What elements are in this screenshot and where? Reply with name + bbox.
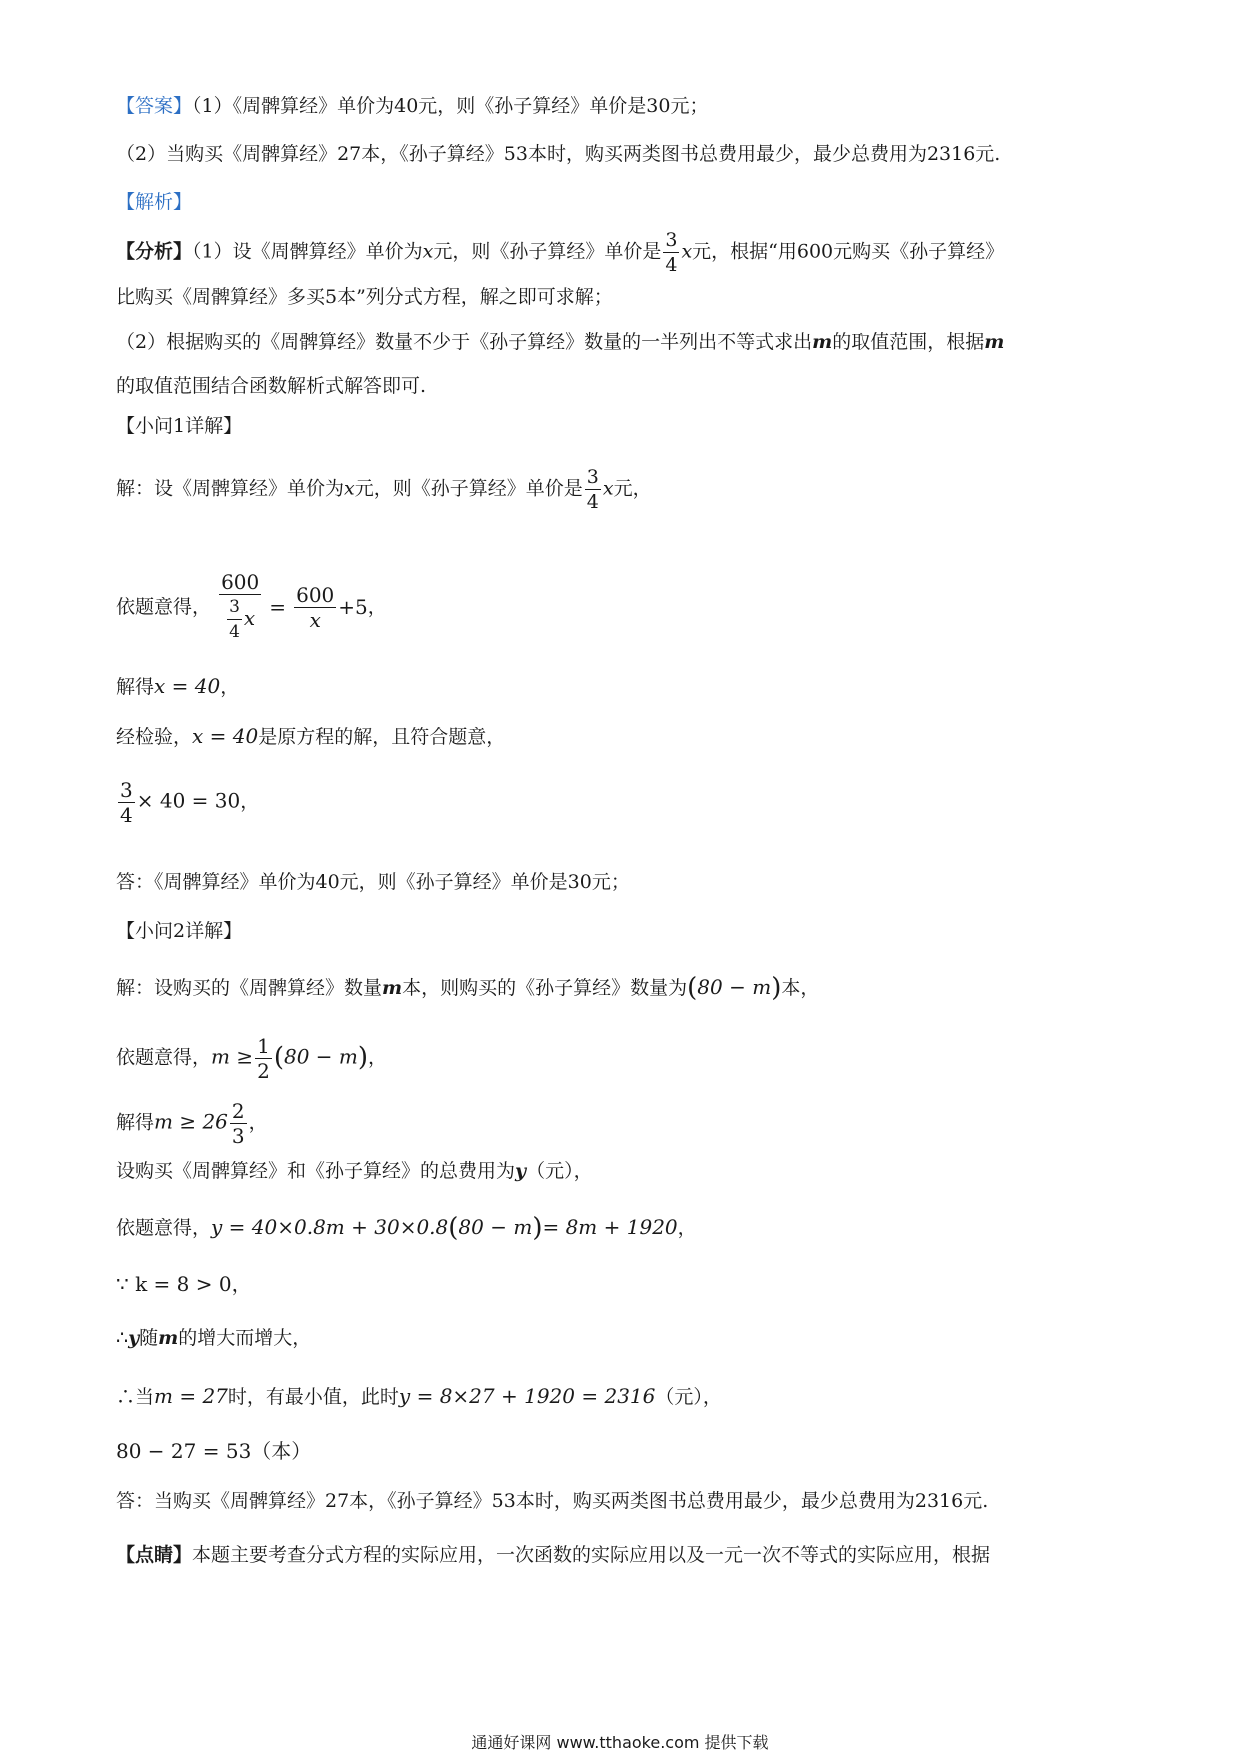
var-m: m [382, 977, 403, 999]
check-equation: x = 40 [192, 724, 259, 748]
k-statement: ∵ k = 8 > 0， [116, 1272, 252, 1296]
fraction-numerator: 1 [257, 1034, 270, 1058]
lhs-numerator: 600 [221, 570, 260, 594]
analysis-heading [116, 188, 192, 216]
var-m: m [812, 331, 833, 353]
q1-answer-text: 答：《周髀算经》单价为40元，则《孙子算经》单价是30元； [116, 871, 630, 893]
inc-text-b: 随 [139, 1327, 159, 1349]
q2-text-b: 本，则购买的《孙子算经》数量为 [402, 977, 688, 999]
paren-close: ) [532, 1213, 543, 1243]
q1-check [116, 722, 505, 751]
fraction-3-4 [663, 228, 679, 277]
fraction-numerator: 3 [586, 466, 599, 488]
comma: ， [220, 676, 240, 698]
min-y-value: y = 8×27 + 1920 = 2316 [398, 1384, 656, 1408]
q1-step-1 [116, 465, 652, 514]
q2-text-a: 解：设购买的《周髀算经》数量 [116, 977, 383, 999]
answer-text-2: （2）当购买《周髀算经》27本，《孙子算经》53本时，购买两类图书总费用最少，最少总费用为2316元. [116, 143, 1001, 165]
q2-set-y [116, 1157, 593, 1185]
fraction-denominator: 2 [257, 1059, 270, 1083]
fenxi-text-2b: 的取值范围，根据 [832, 331, 985, 353]
paren-open: ( [273, 1042, 284, 1073]
check-label: 经检验， [116, 726, 193, 748]
yiti-label: 依题意得， [116, 1046, 212, 1069]
analysis-tag: 【解析】 [116, 191, 193, 213]
inc-text-c: 的增大而增大， [178, 1327, 312, 1349]
equals-sign: = [269, 595, 287, 619]
fraction-3-4 [118, 778, 135, 827]
q2-minimum [116, 1382, 722, 1411]
fraction-2-3 [230, 1099, 247, 1148]
fraction-numerator: 3 [120, 778, 133, 802]
rhs-denominator: x [309, 607, 321, 632]
rhs-numerator: 600 [296, 582, 335, 607]
comma: ， [367, 596, 387, 618]
yiti-label: 依题意得， [116, 1217, 212, 1239]
yiti-label: 依题意得， [116, 596, 212, 618]
fenxi-line-4 [116, 372, 426, 400]
q1-calc [116, 778, 259, 827]
fraction-3-4 [585, 465, 601, 514]
q2-tag: 【小问2详解】 [116, 920, 243, 942]
q1-heading [116, 412, 242, 440]
min-text-a: ∴当 [116, 1386, 155, 1408]
fraction-numerator: 2 [231, 1099, 245, 1123]
set-text: 设购买《周髀算经》和《孙子算经》的总费用为 [116, 1160, 516, 1182]
q1-solve [116, 672, 239, 701]
comma: ， [677, 1217, 697, 1239]
paren-open: ( [448, 1213, 459, 1243]
min-unit: （元）， [655, 1386, 722, 1408]
dianjing-text: 本题主要考查分式方程的实际应用，一次函数的实际应用以及一元一次不等式的实际应用，根据 [192, 1544, 991, 1566]
func-lhs: y = 40×0.8m + 30×0.8 [211, 1215, 449, 1239]
var-x: x [422, 240, 434, 263]
q1-lhs-fraction [219, 570, 261, 644]
solve-lhs: m ≥ 26 [154, 1109, 228, 1134]
var-x: x [602, 477, 614, 500]
q1-text-a: 解：设《周髀算经》单价为 [116, 477, 345, 500]
q2-answer [116, 1487, 988, 1515]
var-y: y [128, 1327, 140, 1349]
fraction-denominator: 4 [229, 622, 240, 642]
fenxi-tag: 【分析】 [116, 240, 193, 263]
solve-label: 解得 [116, 676, 155, 698]
expr-80-m: 80 − m [697, 975, 772, 999]
q1-equation-line [116, 566, 387, 646]
q2-text-c: 本， [781, 977, 820, 999]
answer-line-1 [116, 92, 708, 120]
calc-expression: × 40 = 30 [136, 788, 241, 813]
q2-step-1 [116, 973, 819, 1002]
min-text-c: 时，有最小值，此时 [227, 1386, 399, 1408]
q2-inequality [116, 1034, 387, 1083]
q1-tag: 【小问1详解】 [116, 415, 243, 437]
expr-80-m: 80 − m [284, 1044, 358, 1069]
fenxi-text-1d: 比购买《周髀算经》多买5本”列分式方程，解之即可求解； [116, 286, 613, 308]
comma: ， [240, 790, 260, 813]
fenxi-text-1b: 元，则《孙子算经》单价是 [433, 240, 662, 263]
fenxi-text-2c: 的取值范围结合函数解析式解答即可. [116, 375, 427, 397]
fraction-denominator: 4 [665, 254, 678, 276]
check-text: 是原方程的解，且符合题意， [258, 726, 506, 748]
paren-close: ) [357, 1042, 369, 1073]
set-unit: （元）， [526, 1160, 593, 1182]
var-x: x [344, 477, 355, 500]
fraction-numerator: 3 [665, 229, 678, 251]
footer-source: 通通好课网 www.tthaoke.com 提供下载 [471, 1733, 769, 1752]
var-x: x [681, 240, 693, 263]
solve-label: 解得 [116, 1111, 155, 1134]
comma: ， [368, 1046, 388, 1069]
min-m-value: m = 27 [154, 1384, 228, 1408]
fraction-denominator: 4 [586, 491, 599, 513]
var-y: y [515, 1160, 527, 1182]
var-m: m [984, 331, 1005, 353]
fenxi-line-3 [116, 328, 1004, 356]
fraction-denominator: 4 [120, 803, 133, 827]
therefore-symbol: ∴ [116, 1327, 129, 1349]
answer-text-1: （1）《周髀算经》单价为40元，则《孙子算经》单价是30元； [192, 95, 709, 117]
comma: ， [248, 1111, 268, 1134]
fenxi-line-1 [116, 228, 1004, 277]
q1-answer [116, 868, 630, 896]
fraction-3-4 [227, 595, 242, 644]
q2-function [116, 1213, 697, 1242]
fraction-denominator: 3 [231, 1124, 245, 1148]
q1-text-c: 元， [613, 477, 652, 500]
q2-k-positive [116, 1270, 252, 1299]
q2-heading [116, 917, 242, 945]
fenxi-text-2a: （2）根据购买的《周髀算经》数量不少于《孙子算经》数量的一半列出不等式求出 [116, 331, 813, 353]
answer-line-2 [116, 140, 1000, 168]
answer-tag: 【答案】 [116, 95, 193, 117]
func-rhs: = 8m + 1920 [542, 1215, 678, 1239]
fenxi-text-1c: 元，根据“用600元购买《孙子算经》 [692, 240, 1005, 263]
q2-increasing [116, 1324, 311, 1352]
fenxi-line-2 [116, 283, 613, 311]
fenxi-text-1a: （1）设《周髀算经》单价为 [192, 240, 423, 263]
ineq-lhs: m ≥ [211, 1044, 254, 1069]
q1-rhs-fraction [294, 583, 336, 632]
expr-80-m: 80 − m [458, 1215, 533, 1239]
plus-five: +5 [338, 595, 368, 619]
dianjing-tag: 【点睛】 [116, 1544, 193, 1566]
lhs-denominator [219, 595, 261, 644]
subtract-expression: 80 − 27 = 53（本） [116, 1439, 312, 1463]
fraction-1-2 [255, 1034, 272, 1083]
q2-solve [116, 1099, 268, 1148]
fraction-numerator: 3 [227, 595, 242, 620]
q2-answer-text: 答：当购买《周髀算经》27本，《孙子算经》53本时，购买两类图书总费用最少，最少总费用为2316元. [116, 1490, 989, 1512]
paren-open: ( [687, 973, 698, 1003]
solve-equation: x = 40 [154, 674, 221, 698]
paren-close: ) [771, 973, 782, 1003]
var-x: x [243, 606, 256, 630]
q2-subtract [116, 1437, 311, 1466]
dianjing-line [116, 1541, 990, 1569]
q1-text-b: 元，则《孙子算经》单价是 [354, 477, 583, 500]
var-m: m [158, 1327, 179, 1349]
